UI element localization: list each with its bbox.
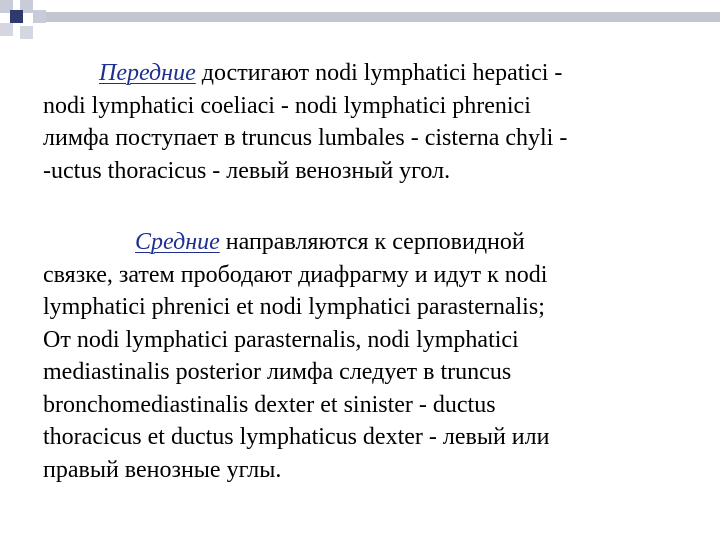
paragraph-middle: [43, 226, 693, 486]
para2-line-7: thoracicus et ductus lymphaticus dexter - левый или: [43, 424, 550, 450]
para2-line-5: mediastinalis posterior лимфа следует в truncus: [43, 359, 512, 385]
para2-line-1-text: направляются к серповидной: [219, 229, 525, 255]
para1-line-1: [43, 57, 693, 90]
deco-square-dark: [10, 10, 23, 23]
deco-square-light-5: [20, 26, 33, 39]
para2-line-2: связке, затем прободают диафрагму и идут к nodi: [43, 261, 548, 288]
header-bar: [46, 12, 720, 22]
keyword-anterior: Передние: [99, 60, 196, 86]
para2-line-6: bronchomediastinalis dexter et sinister - ductus: [43, 391, 496, 418]
para2-line-1: [43, 226, 693, 259]
decorative-header: [0, 0, 720, 46]
para2-line-3: lymphatici phrenici et nodi lymphatici parasternalis;: [43, 294, 545, 320]
paragraph-anterior: [43, 57, 693, 187]
para1-line-3: лимфа поступает в truncus lumbales - cisterna chyli -: [43, 125, 568, 151]
para2-line-8: правый венозные углы.: [43, 456, 282, 483]
para1-line-2: nodi lymphatici coeliaci - nodi lymphatici phrenici: [43, 92, 531, 119]
para1-line-4: -uctus thoracicus - левый венозный угол.: [43, 157, 451, 184]
deco-square-light-4: [0, 23, 13, 36]
keyword-middle: Средние: [135, 229, 220, 255]
para2-line-4: От nodi lymphatici parasternalis, nodi lymphatici: [43, 326, 519, 353]
para1-line-1-text: достигают nodi lymphatici hepatici -: [195, 60, 563, 86]
deco-square-light-3: [33, 10, 46, 23]
